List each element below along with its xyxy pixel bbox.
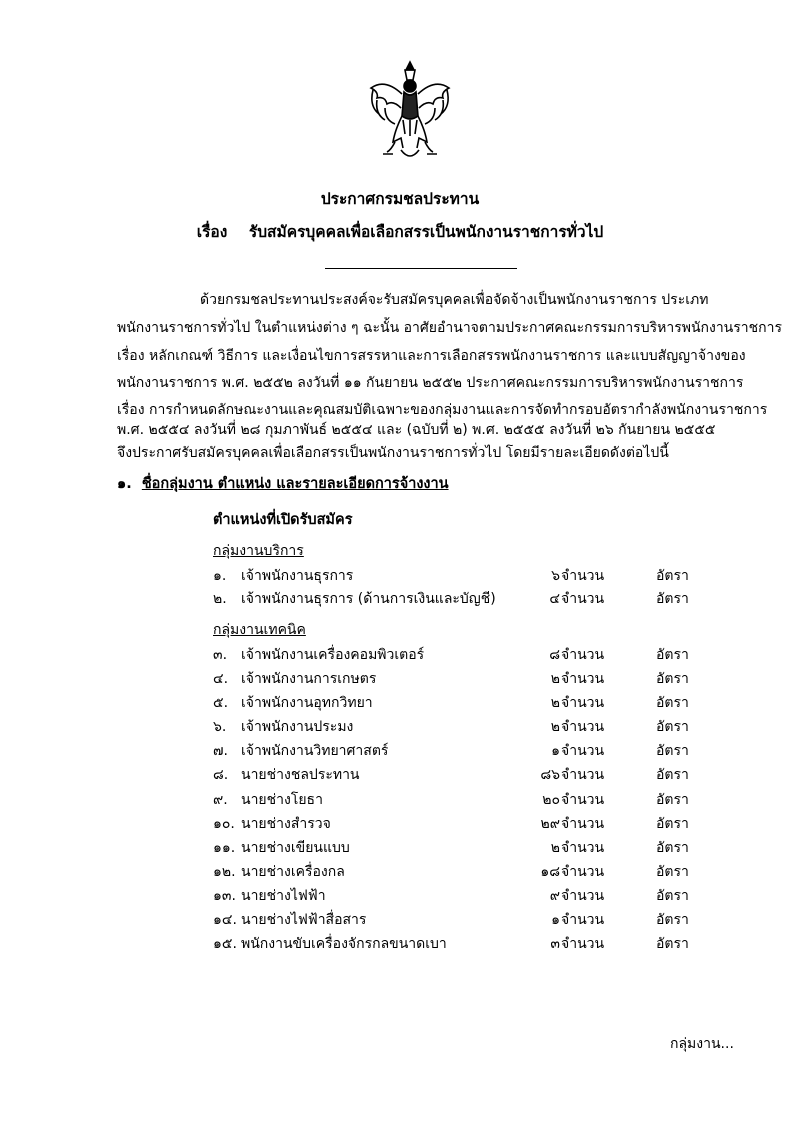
count-unit: อัตรา [656, 864, 689, 880]
position-name: พนักงานขับเครื่องจักรกลขนาดเบา [241, 936, 447, 952]
position-count: ๒ [550, 695, 560, 711]
position-name: นายช่างเครื่องกล [241, 864, 345, 880]
position-name: นายช่างเขียนแบบ [241, 840, 350, 856]
amount-label: จำนวน [561, 912, 605, 928]
count-unit: อัตรา [656, 719, 689, 735]
amount-label: จำนวน [561, 743, 605, 759]
document-subject [0, 219, 800, 244]
position-name: เจ้าพนักงานการเกษตร [241, 671, 377, 687]
count-unit: อัตรา [656, 792, 689, 808]
position-count: ๒๐ [542, 792, 560, 808]
section-title: ชื่อกลุ่มงาน ตำแหน่ง และรายละเอียดการจ้างงาน [141, 476, 449, 492]
amount-label: จำนวน [561, 719, 605, 735]
position-name: เจ้าพนักงานประมง [241, 719, 354, 735]
position-row [0, 885, 800, 905]
amount-label: จำนวน [561, 936, 605, 952]
amount-label: จำนวน [561, 568, 605, 584]
position-number: ๑๕. [213, 936, 237, 952]
position-name: นายช่างไฟฟ้า [241, 888, 326, 904]
count-unit: อัตรา [656, 671, 689, 687]
position-number: ๑๒. [213, 864, 236, 880]
count-unit: อัตรา [656, 568, 689, 584]
amount-label: จำนวน [561, 840, 605, 856]
continuation-marker: กลุ่มงาน... [670, 1036, 734, 1052]
position-count: ๙ [549, 888, 560, 904]
intro-line: พ.ศ. ๒๕๕๔ ลงวันที่ ๒๘ กุมภาพันธ์ ๒๕๕๔ และ (ฉบับที่ ๒) พ.ศ. ๒๕๕๕ ลงวันที่ ๒๖ กันยายน ๒๕๕๕ [117, 422, 716, 438]
position-number: ๑๐. [213, 816, 235, 832]
position-row [0, 740, 800, 760]
position-count: ๒ [550, 719, 560, 735]
position-row [0, 565, 800, 585]
subject-label: เรื่อง [196, 223, 228, 241]
intro-line: เรื่อง การกำหนดลักษณะงานและคุณสมบัติเฉพาะของกลุ่มงานและการจัดทำกรอบอัตรากำลังพนักงานราชการ [117, 402, 768, 418]
position-number: ๑๑. [213, 840, 236, 856]
position-number: ๕. [213, 695, 229, 711]
position-number: ๑. [213, 568, 227, 584]
position-number: ๙. [213, 792, 228, 808]
count-unit: อัตรา [656, 888, 689, 904]
intro-line: พนักงานราชการทั่วไป ในตำแหน่งต่าง ๆ ฉะนั้น อาศัยอำนาจตามประกาศคณะกรรมการบริหารพนักงานราชการ [117, 320, 782, 336]
position-count: ๑๘ [540, 864, 560, 880]
position-count: ๘ [549, 647, 560, 663]
position-name: นายช่างไฟฟ้าสื่อสาร [241, 912, 367, 928]
count-unit: อัตรา [656, 912, 689, 928]
position-count: ๒๙ [540, 816, 560, 832]
position-name: นายช่างสำรวจ [241, 816, 331, 832]
amount-label: จำนวน [561, 816, 605, 832]
position-row [0, 933, 800, 953]
position-number: ๘. [213, 767, 229, 783]
position-count: ๑ [551, 743, 560, 759]
position-count: ๓ [550, 936, 560, 952]
amount-label: จำนวน [561, 647, 605, 663]
position-count: ๖ [551, 568, 560, 584]
position-row [0, 813, 800, 833]
position-number: ๒. [213, 591, 227, 607]
count-unit: อัตรา [656, 695, 689, 711]
position-count: ๑ [551, 912, 560, 928]
position-row [0, 764, 800, 784]
amount-label: จำนวน [561, 671, 605, 687]
position-row [0, 861, 800, 881]
count-unit: อัตรา [656, 840, 689, 856]
position-number: ๖. [213, 719, 227, 735]
garuda-emblem-icon [365, 58, 455, 164]
count-unit: อัตรา [656, 936, 689, 952]
amount-label: จำนวน [561, 767, 605, 783]
position-number: ๓. [213, 647, 228, 663]
amount-label: จำนวน [561, 591, 605, 607]
intro-line: จึงประกาศรับสมัครบุคคลเพื่อเลือกสรรเป็นพนักงานราชการทั่วไป โดยมีรายละเอียดดังต่อไปนี้ [117, 445, 669, 461]
position-count: ๒ [550, 671, 560, 687]
title-divider [325, 268, 517, 269]
position-count: ๒ [550, 840, 560, 856]
amount-label: จำนวน [561, 792, 605, 808]
position-name: เจ้าพนักงานวิทยาศาสตร์ [241, 743, 389, 759]
position-row [0, 837, 800, 857]
position-row [0, 644, 800, 664]
count-unit: อัตรา [656, 647, 689, 663]
amount-label: จำนวน [561, 864, 605, 880]
position-count: ๘๖ [540, 767, 560, 783]
intro-line: ด้วยกรมชลประทานประสงค์จะรับสมัครบุคคลเพื่อจัดจ้างเป็นพนักงานราชการ ประเภท [200, 292, 709, 308]
position-row [0, 716, 800, 736]
count-unit: อัตรา [656, 767, 689, 783]
amount-label: จำนวน [561, 695, 605, 711]
position-row [0, 909, 800, 929]
position-name: เจ้าพนักงานธุรการ [241, 568, 354, 584]
count-unit: อัตรา [656, 816, 689, 832]
section-heading [117, 472, 449, 495]
position-number: ๗. [213, 743, 228, 759]
intro-line: เรื่อง หลักเกณฑ์ วิธีการ และเงื่อนไขการสรรหาและการเลือกสรรพนักงานราชการ และแบบสัญญาจ้างของ [117, 348, 746, 364]
position-name: เจ้าพนักงานเครื่องคอมพิวเตอร์ [241, 647, 425, 663]
position-row [0, 588, 800, 608]
section-subheading: ตำแหน่งที่เปิดรับสมัคร [213, 512, 353, 528]
count-unit: อัตรา [656, 591, 689, 607]
position-name: นายช่างโยธา [241, 792, 323, 808]
section-number: ๑. [117, 476, 132, 492]
position-row [0, 668, 800, 688]
count-unit: อัตรา [656, 743, 689, 759]
position-number: ๑๓. [213, 888, 236, 904]
position-name: เจ้าพนักงานธุรการ (ด้านการเงินและบัญชี) [241, 591, 496, 607]
position-row [0, 789, 800, 809]
position-number: ๑๔. [213, 912, 237, 928]
group-heading: กลุ่มงานเทคนิค [213, 622, 306, 638]
position-name: นายช่างชลประทาน [241, 767, 360, 783]
amount-label: จำนวน [561, 888, 605, 904]
position-number: ๔. [213, 671, 229, 687]
position-count: ๔ [549, 591, 560, 607]
intro-line: พนักงานราชการ พ.ศ. ๒๕๕๒ ลงวันที่ ๑๑ กันยายน ๒๕๕๒ ประกาศคณะกรรมการบริหารพนักงานราชการ [117, 375, 744, 391]
document-title: ประกาศกรมชลประทาน [320, 190, 480, 208]
position-row [0, 692, 800, 712]
subject-text: รับสมัครบุคคลเพื่อเลือกสรรเป็นพนักงานราชการทั่วไป [248, 223, 604, 241]
position-name: เจ้าพนักงานอุทกวิทยา [241, 695, 373, 711]
group-heading: กลุ่มงานบริการ [213, 543, 304, 559]
